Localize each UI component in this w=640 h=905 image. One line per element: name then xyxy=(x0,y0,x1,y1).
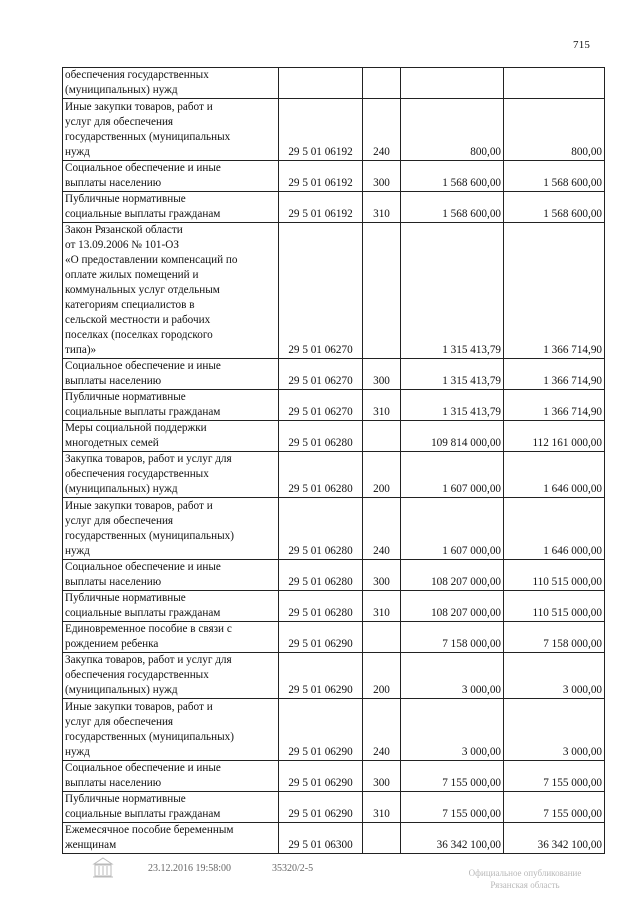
budget-table xyxy=(62,67,605,854)
row-expense-type-cell xyxy=(363,223,401,359)
row-amount-2017-cell: 1 568 600,00 xyxy=(401,192,504,223)
row-amount-2017-cell: 36 342 100,00 xyxy=(401,823,504,854)
row-amount-2018-cell xyxy=(504,68,605,99)
budget-table-body xyxy=(63,68,605,854)
row-code-cell: 29 5 01 06270 xyxy=(279,359,363,390)
row-code-cell: 29 5 01 06280 xyxy=(279,452,363,498)
table-row xyxy=(63,792,605,823)
row-name-cell: Единовременное пособие в связи с рождением ребенка xyxy=(63,622,279,653)
table-row xyxy=(63,390,605,421)
table-row xyxy=(63,560,605,591)
row-name-cell: Меры социальной поддержки многодетных семей xyxy=(63,421,279,452)
table-row xyxy=(63,192,605,223)
table-row xyxy=(63,622,605,653)
row-expense-type-cell: 300 xyxy=(363,560,401,591)
row-amount-2017-cell: 3 000,00 xyxy=(401,699,504,761)
table-row xyxy=(63,498,605,560)
table-row xyxy=(63,452,605,498)
row-amount-2018-cell: 3 000,00 xyxy=(504,699,605,761)
row-expense-type-cell: 300 xyxy=(363,761,401,792)
footer-timestamp: 23.12.2016 19:58:00 xyxy=(148,863,232,874)
row-expense-type-cell: 200 xyxy=(363,653,401,699)
row-code-cell xyxy=(279,68,363,99)
table-row xyxy=(63,761,605,792)
building-stamp-icon xyxy=(90,855,116,881)
row-expense-type-cell xyxy=(363,622,401,653)
row-amount-2017-cell: 1 315 413,79 xyxy=(401,223,504,359)
row-expense-type-cell: 300 xyxy=(363,161,401,192)
row-code-cell: 29 5 01 06280 xyxy=(279,560,363,591)
table-row xyxy=(63,421,605,452)
row-amount-2018-cell: 800,00 xyxy=(504,99,605,161)
row-expense-type-cell xyxy=(363,823,401,854)
table-row xyxy=(63,99,605,161)
row-amount-2017-cell: 109 814 000,00 xyxy=(401,421,504,452)
row-amount-2017-cell: 1 315 413,79 xyxy=(401,390,504,421)
row-amount-2018-cell: 1 366 714,90 xyxy=(504,359,605,390)
row-name-cell: Публичные нормативные социальные выплаты гражданам xyxy=(63,591,279,622)
row-expense-type-cell: 310 xyxy=(363,792,401,823)
publication-watermark xyxy=(440,855,610,891)
table-row xyxy=(63,68,605,99)
row-expense-type-cell: 310 xyxy=(363,591,401,622)
row-code-cell: 29 5 01 06280 xyxy=(279,591,363,622)
page-footer xyxy=(0,861,640,891)
row-name-cell: Публичные нормативные социальные выплаты гражданам xyxy=(63,390,279,421)
row-amount-2017-cell: 1 568 600,00 xyxy=(401,161,504,192)
row-amount-2017-cell: 3 000,00 xyxy=(401,653,504,699)
table-row xyxy=(63,699,605,761)
table-row xyxy=(63,359,605,390)
footer-document-number: 35320/2-5 xyxy=(272,863,314,874)
watermark-text: Официальное опубликование Рязанская область xyxy=(468,868,582,890)
row-amount-2017-cell: 7 155 000,00 xyxy=(401,792,504,823)
row-amount-2018-cell: 1 568 600,00 xyxy=(504,192,605,223)
row-expense-type-cell: 200 xyxy=(363,452,401,498)
row-expense-type-cell: 310 xyxy=(363,192,401,223)
row-amount-2017-cell: 108 207 000,00 xyxy=(401,591,504,622)
row-amount-2018-cell: 1 366 714,90 xyxy=(504,390,605,421)
row-name-cell: Социальное обеспечение и иные выплаты населению xyxy=(63,161,279,192)
row-name-cell: Социальное обеспечение и иные выплаты населению xyxy=(63,761,279,792)
row-amount-2017-cell: 7 155 000,00 xyxy=(401,761,504,792)
row-expense-type-cell xyxy=(363,68,401,99)
row-name-cell: Закон Рязанской области от 13.09.2006 № 101-ОЗ «О предоставлении компенсаций по оплате жилых помещений и коммунальных услуг отдельным категориям специалистов в сельской местности и рабочих поселках (поселках городского типа)» xyxy=(63,223,279,359)
row-amount-2017-cell: 800,00 xyxy=(401,99,504,161)
row-name-cell: Закупка товаров, работ и услуг для обеспечения государственных (муниципальных) нужд xyxy=(63,653,279,699)
row-expense-type-cell: 240 xyxy=(363,699,401,761)
row-code-cell: 29 5 01 06192 xyxy=(279,161,363,192)
row-amount-2017-cell: 1 607 000,00 xyxy=(401,498,504,560)
row-amount-2018-cell: 110 515 000,00 xyxy=(504,591,605,622)
row-amount-2017-cell xyxy=(401,68,504,99)
row-amount-2018-cell: 1 646 000,00 xyxy=(504,452,605,498)
row-name-cell: Публичные нормативные социальные выплаты гражданам xyxy=(63,792,279,823)
row-amount-2018-cell: 1 366 714,90 xyxy=(504,223,605,359)
row-name-cell: Иные закупки товаров, работ и услуг для обеспечения государственных (муниципальных нужд xyxy=(63,99,279,161)
row-amount-2018-cell: 3 000,00 xyxy=(504,653,605,699)
row-amount-2018-cell: 7 155 000,00 xyxy=(504,761,605,792)
row-amount-2018-cell: 36 342 100,00 xyxy=(504,823,605,854)
row-name-cell: Публичные нормативные социальные выплаты гражданам xyxy=(63,192,279,223)
row-expense-type-cell xyxy=(363,421,401,452)
row-amount-2018-cell: 1 646 000,00 xyxy=(504,498,605,560)
page-number: 715 xyxy=(573,39,591,51)
row-expense-type-cell: 240 xyxy=(363,99,401,161)
row-name-cell: обеспечения государственных (муниципальных) нужд xyxy=(63,68,279,99)
table-row xyxy=(63,591,605,622)
row-expense-type-cell: 240 xyxy=(363,498,401,560)
row-amount-2018-cell: 112 161 000,00 xyxy=(504,421,605,452)
row-amount-2018-cell: 110 515 000,00 xyxy=(504,560,605,591)
table-row xyxy=(63,223,605,359)
row-code-cell: 29 5 01 06290 xyxy=(279,622,363,653)
row-amount-2017-cell: 1 607 000,00 xyxy=(401,452,504,498)
table-row xyxy=(63,823,605,854)
row-code-cell: 29 5 01 06290 xyxy=(279,653,363,699)
row-code-cell: 29 5 01 06270 xyxy=(279,223,363,359)
table-row xyxy=(63,161,605,192)
row-amount-2017-cell: 1 315 413,79 xyxy=(401,359,504,390)
row-name-cell: Социальное обеспечение и иные выплаты населению xyxy=(63,560,279,591)
row-code-cell: 29 5 01 06280 xyxy=(279,498,363,560)
table-row xyxy=(63,653,605,699)
row-name-cell: Иные закупки товаров, работ и услуг для обеспечения государственных (муниципальных) нужд xyxy=(63,699,279,761)
row-name-cell: Ежемесячное пособие беременным женщинам xyxy=(63,823,279,854)
row-amount-2017-cell: 7 158 000,00 xyxy=(401,622,504,653)
row-amount-2018-cell: 7 158 000,00 xyxy=(504,622,605,653)
row-name-cell: Иные закупки товаров, работ и услуг для обеспечения государственных (муниципальных) нужд xyxy=(63,498,279,560)
row-code-cell: 29 5 01 06270 xyxy=(279,390,363,421)
row-amount-2018-cell: 7 155 000,00 xyxy=(504,792,605,823)
row-expense-type-cell: 300 xyxy=(363,359,401,390)
row-code-cell: 29 5 01 06300 xyxy=(279,823,363,854)
row-code-cell: 29 5 01 06192 xyxy=(279,192,363,223)
row-code-cell: 29 5 01 06290 xyxy=(279,792,363,823)
row-code-cell: 29 5 01 06290 xyxy=(279,761,363,792)
row-code-cell: 29 5 01 06192 xyxy=(279,99,363,161)
row-name-cell: Закупка товаров, работ и услуг для обеспечения государственных (муниципальных) нужд xyxy=(63,452,279,498)
row-amount-2018-cell: 1 568 600,00 xyxy=(504,161,605,192)
row-code-cell: 29 5 01 06280 xyxy=(279,421,363,452)
row-expense-type-cell: 310 xyxy=(363,390,401,421)
row-amount-2017-cell: 108 207 000,00 xyxy=(401,560,504,591)
row-name-cell: Социальное обеспечение и иные выплаты населению xyxy=(63,359,279,390)
row-code-cell: 29 5 01 06290 xyxy=(279,699,363,761)
